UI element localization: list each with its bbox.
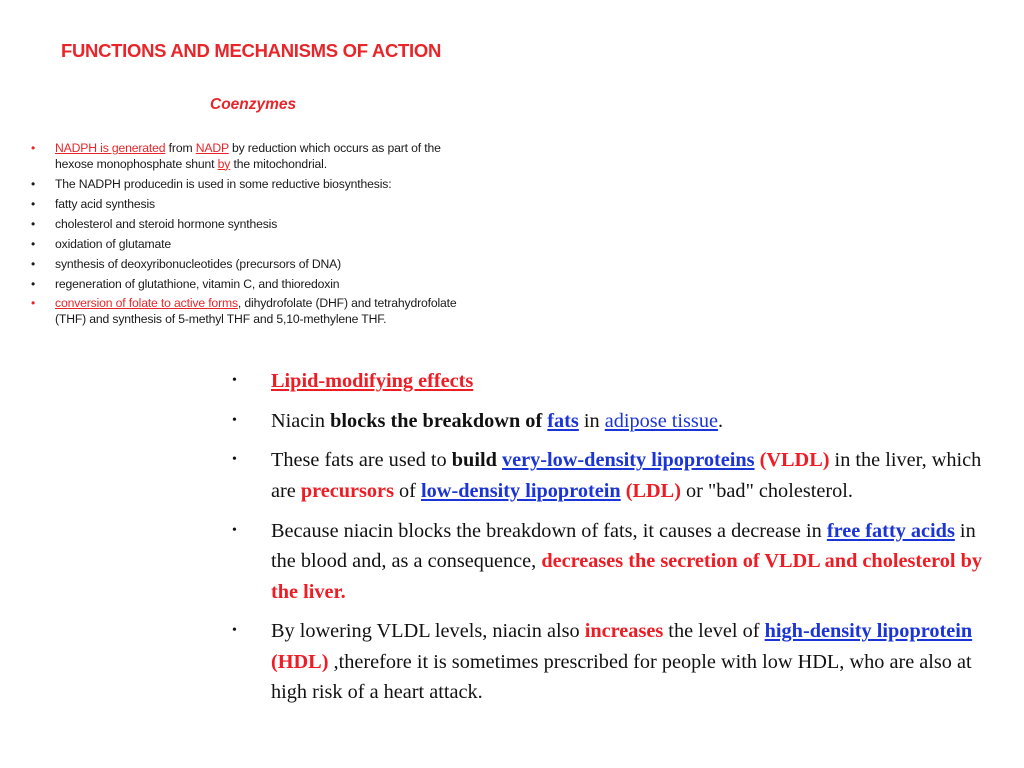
item-text: The NADPH producedin is used in some reductive biosynthesis:	[55, 176, 392, 191]
text: .	[717, 409, 724, 432]
bullet-icon: •	[31, 276, 36, 291]
list-item	[232, 366, 992, 397]
bullet-icon: •	[232, 373, 237, 388]
link-hdl[interactable]: high-density lipoprotein	[764, 620, 973, 643]
highlight-text: (LDL)	[625, 479, 681, 502]
link-free-fatty-acids[interactable]: free fatty acids	[826, 519, 955, 542]
text: By lowering VLDL levels, niacin also	[271, 620, 585, 643]
text: the mitochondrial.	[230, 156, 327, 171]
text: , dihydrofolate (DHF) and tetrahydrofolate (THF) and synthesis of 5-methyl THF and 5,10-methylene THF.	[55, 296, 457, 327]
link-lipid-modifying-effects[interactable]: Lipid-modifying effects	[271, 370, 474, 392]
list-item	[31, 177, 471, 193]
link-vldl[interactable]: very-low-density lipoproteins	[501, 449, 755, 472]
text: in the blood and, as a consequence,	[271, 519, 976, 573]
text: in	[578, 409, 605, 432]
highlight-text: (HDL)	[271, 650, 329, 673]
list-item	[232, 406, 992, 437]
bold-text: blocks the breakdown of	[330, 409, 543, 432]
bullet-icon: •	[31, 296, 36, 311]
list-item	[31, 237, 471, 253]
bold-text: build	[451, 449, 497, 472]
link-adipose-tissue[interactable]: adipose tissue	[604, 409, 718, 432]
list-item	[31, 257, 471, 273]
highlight-text: decreases the secretion of VLDL and cholesterol by the liver.	[271, 550, 983, 603]
text: or "bad" cholesterol.	[680, 479, 853, 502]
list-item	[31, 217, 471, 233]
text: of	[393, 479, 422, 502]
bullet-icon: •	[31, 141, 36, 155]
text: Because niacin blocks the breakdown of fats, it causes a decrease in	[271, 519, 827, 542]
bullet-icon: •	[31, 236, 36, 251]
list-item	[232, 445, 992, 506]
bullet-icon: •	[232, 522, 237, 538]
link-folate-conversion[interactable]: conversion of folate to active forms	[55, 296, 238, 311]
bullet-icon: •	[31, 256, 36, 271]
list-item	[31, 141, 471, 172]
list-item	[232, 516, 992, 608]
highlight-text: increases	[584, 620, 664, 643]
text: in the liver, which are	[271, 449, 982, 502]
item-text: cholesterol and steroid hormone synthesis	[55, 216, 278, 231]
bullet-icon: •	[232, 452, 237, 468]
coenzymes-list	[31, 141, 471, 332]
bullet-icon: •	[31, 196, 36, 211]
list-item	[31, 277, 471, 293]
text: Niacin	[271, 409, 331, 432]
link-nadp[interactable]: NADP	[195, 141, 229, 155]
highlight-text: (VLDL)	[759, 449, 830, 472]
bullet-icon: •	[232, 412, 237, 428]
slide-title: FUNCTIONS AND MECHANISMS OF ACTION	[61, 40, 441, 61]
link-by[interactable]: by	[217, 156, 231, 171]
link-ldl[interactable]: low-density lipoprotein	[421, 479, 621, 502]
text: from	[165, 141, 196, 155]
link-nadph-generated[interactable]: NADPH is generated	[55, 141, 166, 155]
list-item	[31, 197, 471, 213]
bullet-icon: •	[31, 176, 36, 191]
list-item	[31, 296, 471, 327]
item-text: fatty acid synthesis	[55, 196, 155, 211]
text: the level of	[663, 620, 765, 643]
text: by reduction which occurs as part of the hexose monophosphate shunt	[55, 141, 441, 171]
section-subtitle: Coenzymes	[210, 96, 297, 113]
text: ,therefore it is sometimes prescribed for people with low HDL, who are also at high risk of a heart attack.	[271, 650, 972, 704]
lipid-effects-list	[232, 366, 992, 717]
item-text: synthesis of deoxyribonucleotides (precursors of DNA)	[55, 256, 342, 271]
item-text: oxidation of glutamate	[55, 236, 171, 251]
bullet-icon: •	[232, 623, 237, 639]
item-text: regeneration of glutathione, vitamin C, and thioredoxin	[55, 276, 340, 291]
link-fats[interactable]: fats	[547, 409, 579, 432]
list-item	[232, 616, 992, 708]
text: These fats are used to	[271, 449, 452, 472]
highlight-text: precursors	[300, 479, 394, 502]
bullet-icon: •	[31, 216, 36, 231]
